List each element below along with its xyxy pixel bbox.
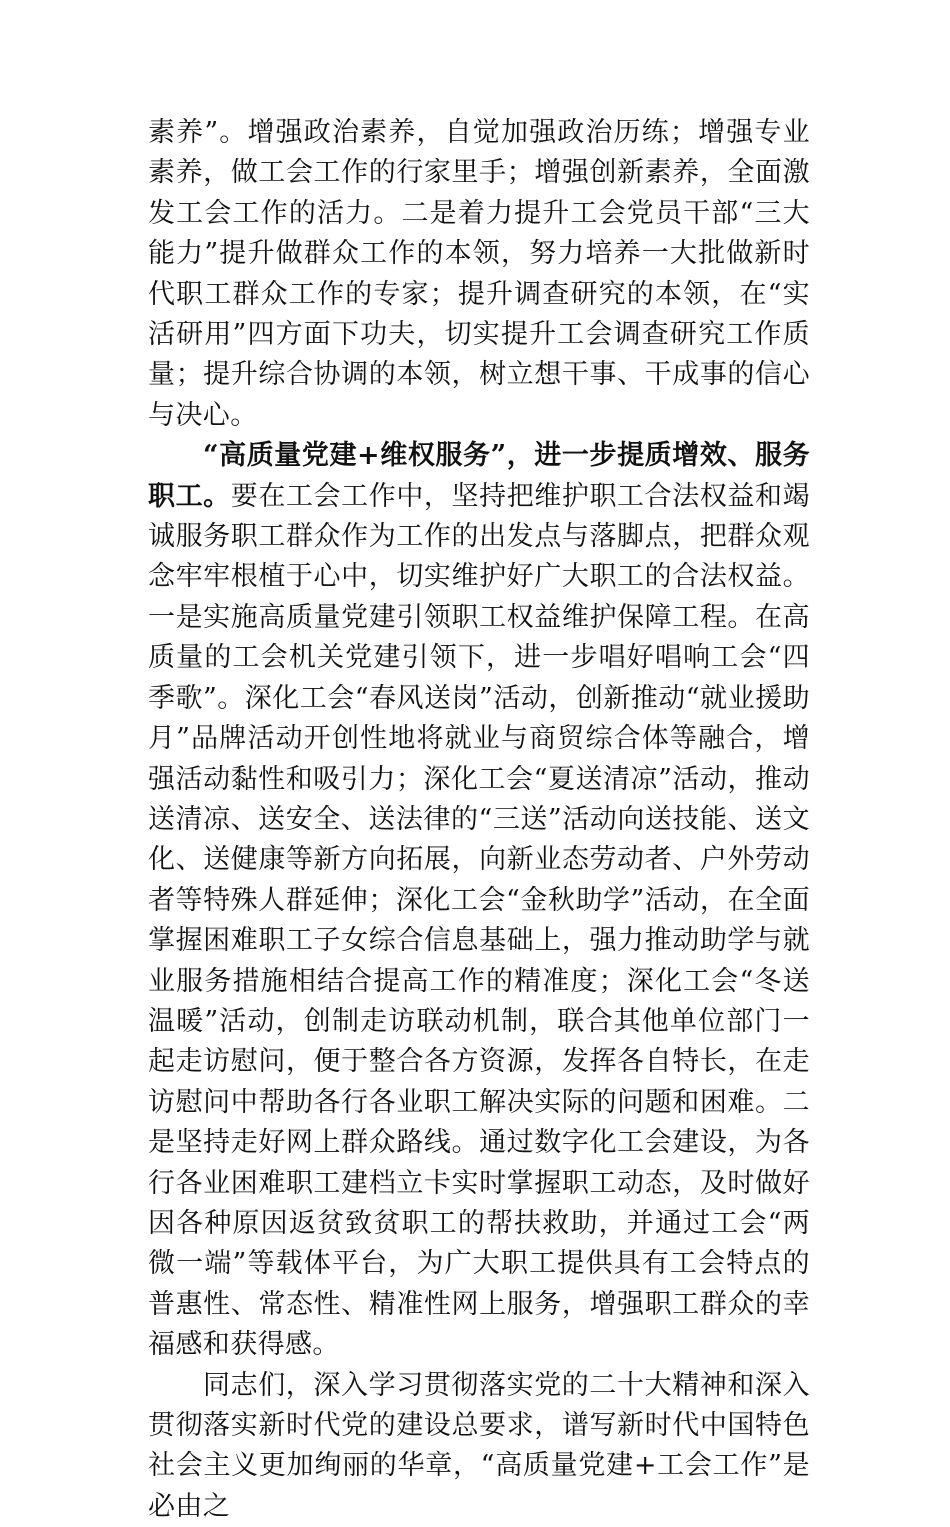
paragraph-1-text: 素养”。增强政治素养，自觉加强政治历练；增强专业素养，做工会工作的行家里手；增强创新素养，全面激发工会工作的活力。二是着力提升工会党员干部“三大能力”提升做群众工作的本领，努力培养一大批做新时代职工群众工作的专家；提升调查研究的本领，在“实活研用”四方面下功夫，切实提升工会调查研究工作质量；提升综合协调的本领，树立想干事、干成事的信心与决心。: [148, 117, 810, 431]
paragraph-2-lead-heading: “高质量党建+维权服务”，进一步提质增效、服务职工。: [148, 440, 810, 512]
document-body: [148, 113, 810, 1527]
paragraph-3: [148, 1366, 810, 1527]
paragraph-2: [148, 436, 810, 1365]
paragraph-2-text: 要在工会工作中，坚持把维护职工合法权益和竭诚服务职工群众作为工作的出发点与落脚点，把群众观念牢牢根植于心中，切实维护好广大职工的合法权益。一是实施高质量党建引领职工权益维护保障工程。在高质量的工会机关党建引领下，进一步唱好唱响工会“四季歌”。深化工会“春风送岗”活动，创新推动“就业援助月”品牌活动开创性地将就业与商贸综合体等融合，增强活动黏性和吸引力；深化工会“夏送清凉”活动，推动送清凉、送安全、送法律的“三送”活动向送技能、送文化、送健康等新方向拓展，向新业态劳动者、户外劳动者等特殊人群延伸；深化工会“金秋助学”活动，在全面掌握困难职工子女综合信息基础上，强力推动助学与就业服务措施相结合提高工作的精准度；深化工会“冬送温暖”活动，创制走访联动机制，联合其他单位部门一起走访慰问，便于整合各方资源，发挥各自特长，在走访慰问中帮助各行各业职工解决实际的问题和困难。二是坚持走好网上群众路线。通过数字化工会建设，为各行各业困难职工建档立卡实时掌握职工动态，及时做好因各种原因返贫致贫职工的帮扶救助，并通过工会“两微一端”等载体平台，为广大职工提供具有工会特点的普惠性、常态性、精准性网上服务，增强职工群众的幸福感和获得感。: [148, 480, 810, 1361]
paragraph-1: [148, 113, 810, 436]
paragraph-3-text: 同志们，深入学习贯彻落实党的二十大精神和深入贯彻落实新时代党的建设总要求，谱写新时代中国特色社会主义更加绚丽的华章，“高质量党建+工会工作”是必由之: [148, 1369, 810, 1522]
